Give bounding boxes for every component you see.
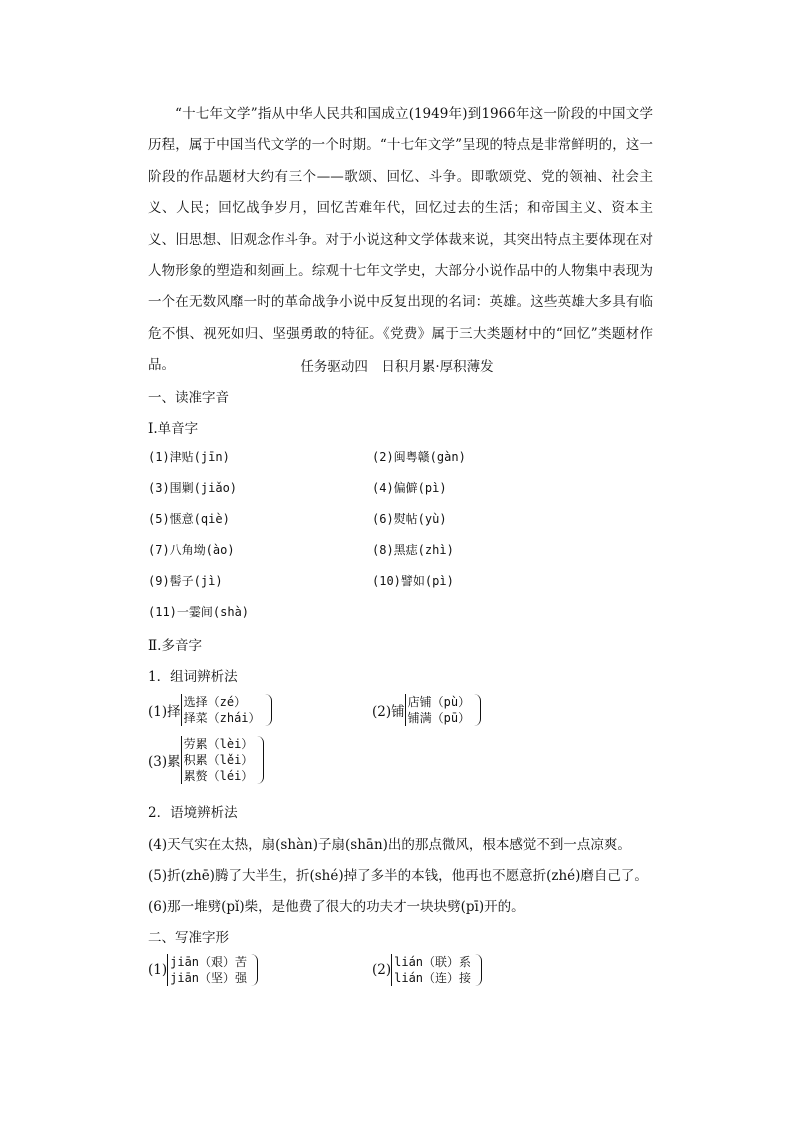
pinyin-item: (4)偏僻(pì) [372, 481, 447, 495]
pinyin-item: (9)髻子(jì) [148, 574, 223, 588]
pinyin-item: (7)八角坳(ào) [148, 543, 235, 557]
group-entry: 铺满（pū） [407, 711, 471, 725]
context-sentence: (6)那一堆劈(pǐ)柴，是他费了很大的功夫才一块块劈(pī)开的。 [148, 899, 525, 915]
pinyin-item: (8)黑痣(zhì) [372, 543, 454, 557]
pinyin-item: (1)津贴(jīn) [148, 450, 230, 464]
pinyin-item: (3)围剿(jiǎo) [148, 481, 238, 495]
group-entries [181, 736, 265, 784]
group-entries [391, 954, 482, 986]
method1-heading: 1．组词辨析法 [148, 669, 238, 685]
group-entries [405, 694, 481, 726]
method2-heading: 2．语境辨析法 [148, 805, 238, 821]
group-entry: lián（联）系 [394, 955, 472, 969]
group-entry: 择菜（zhái） [183, 711, 261, 725]
group-entry: 积累（lěi） [183, 753, 254, 767]
section-title: 任务驱动四 日积月累·厚积薄发 [300, 359, 494, 375]
multi-sound-heading: Ⅱ.多音字 [148, 638, 202, 654]
single-sound-heading: Ⅰ.单音字 [148, 421, 199, 437]
pinyin-item: (11)一霎间(shà) [148, 605, 250, 619]
group-entry: 选择（zé） [183, 695, 247, 709]
context-sentence: (5)折(zhē)腾了大半生，折(shé)掉了多半的本钱，他再也不愿意折(zhé)磨自己了。 [148, 868, 648, 884]
group-head: (2) [372, 962, 392, 978]
group-entry: 店铺（pù） [407, 695, 471, 709]
part1-heading: 一、读准字音 [148, 390, 229, 406]
pinyin-item: (6)熨帖(yù) [372, 512, 447, 526]
group-entry: lián（连）接 [394, 971, 472, 985]
intro-paragraph: “十七年文学”指从中华人民共和国成立(1949年)到1966年这一阶段的中国文学历程，属于中国当代文学的一个时期。“十七年文学”呈现的特点是非常鲜明的，这一阶段的作品题材大约有三个——歌颂、回忆、斗争。即歌颂党、党的领袖、社会主义、人民；回忆战争岁月，回忆苦难年代，回忆过去的生活；和帝国主义、资本主义、旧思想、旧观念作斗争。对于小说这种文学体裁来说，其突出特点主要体现在对人物形象的塑造和刻画上。综观十七年文学史，大部分小说作品中的人物集中表现为一个在无数风靡一时的革命战争小说中反复出现的名词：英雄。这些英雄大多具有临危不惧、视死如归、坚强勇敢的特征。《党费》属于三大类题材中的“回忆”类题材作品。 [148, 106, 653, 374]
group-entries [167, 954, 258, 986]
group-head: (3)累 [148, 754, 181, 770]
group-entry: jiān（艰）苦 [170, 955, 248, 969]
pinyin-item: (10)譬如(pì) [372, 574, 454, 588]
glyph-group-2 [372, 954, 482, 986]
context-sentence: (4)天气实在太热，扇(shàn)子扇(shān)出的那点微风，根本感觉不到一点凉爽。 [148, 837, 631, 853]
group-entries [181, 694, 272, 726]
glyph-group-1 [148, 954, 258, 986]
group-entry: 劳累（lèi） [183, 737, 254, 751]
word-group-2 [372, 694, 481, 726]
word-group-1 [148, 694, 272, 726]
part2-heading: 二、写准字形 [148, 930, 229, 946]
group-entry: jiān（坚）强 [170, 971, 248, 985]
group-head: (1) [148, 962, 168, 978]
pinyin-item: (2)闽粤赣(gàn) [372, 450, 466, 464]
group-head: (1)择 [148, 704, 181, 720]
group-head: (2)铺 [372, 704, 405, 720]
group-entry: 累赘（léi） [183, 769, 254, 783]
pinyin-item: (5)惬意(qiè) [148, 512, 230, 526]
word-group-3 [148, 736, 264, 784]
